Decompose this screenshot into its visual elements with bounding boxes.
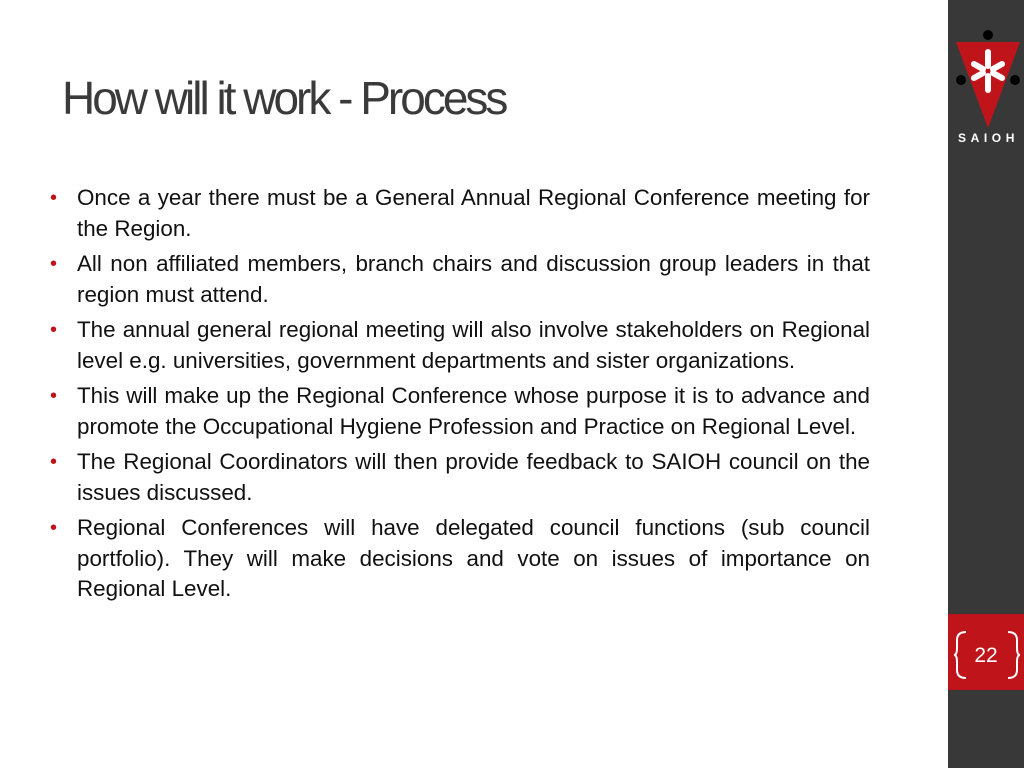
bullet-icon: • — [50, 187, 58, 209]
bullet-item — [50, 315, 870, 376]
bullet-text: The Regional Coordinators will then provide feedback to SAIOH council on the issues discussed. — [77, 449, 870, 505]
bullet-text: All non affiliated members, branch chairs and discussion group leaders in that region must attend. — [77, 251, 870, 307]
bullet-item — [50, 183, 870, 244]
bullet-icon: • — [50, 451, 58, 473]
bullet-item — [50, 381, 870, 442]
bullet-text: This will make up the Regional Conference whose purpose it is to advance and promote the Occupational Hygiene Profession and Practice on Regional Level. — [77, 383, 870, 439]
bullet-icon: • — [50, 385, 58, 407]
bullet-item — [50, 447, 870, 508]
bullet-icon: • — [50, 253, 58, 275]
bullet-item — [50, 513, 870, 605]
bullet-text: The annual general regional meeting will also involve stakeholders on Regional level e.g. universities, government departments and sister organizations. — [77, 317, 870, 373]
logo-text: SAIOH — [958, 131, 1020, 145]
bullet-icon: • — [50, 517, 58, 539]
page-number: 22 — [974, 644, 998, 667]
saioh-emblem-icon — [952, 28, 1024, 148]
bullet-icon: • — [50, 319, 58, 341]
bullet-list — [50, 183, 870, 610]
bullet-item — [50, 249, 870, 310]
slide-title: How will it work - Process — [62, 72, 506, 124]
bullet-text: Once a year there must be a General Annual Regional Conference meeting for the Region. — [77, 185, 870, 241]
bullet-text: Regional Conferences will have delegated council functions (sub council portfolio). They will make decisions and vote on issues of importance on Regional Level. — [77, 515, 870, 601]
